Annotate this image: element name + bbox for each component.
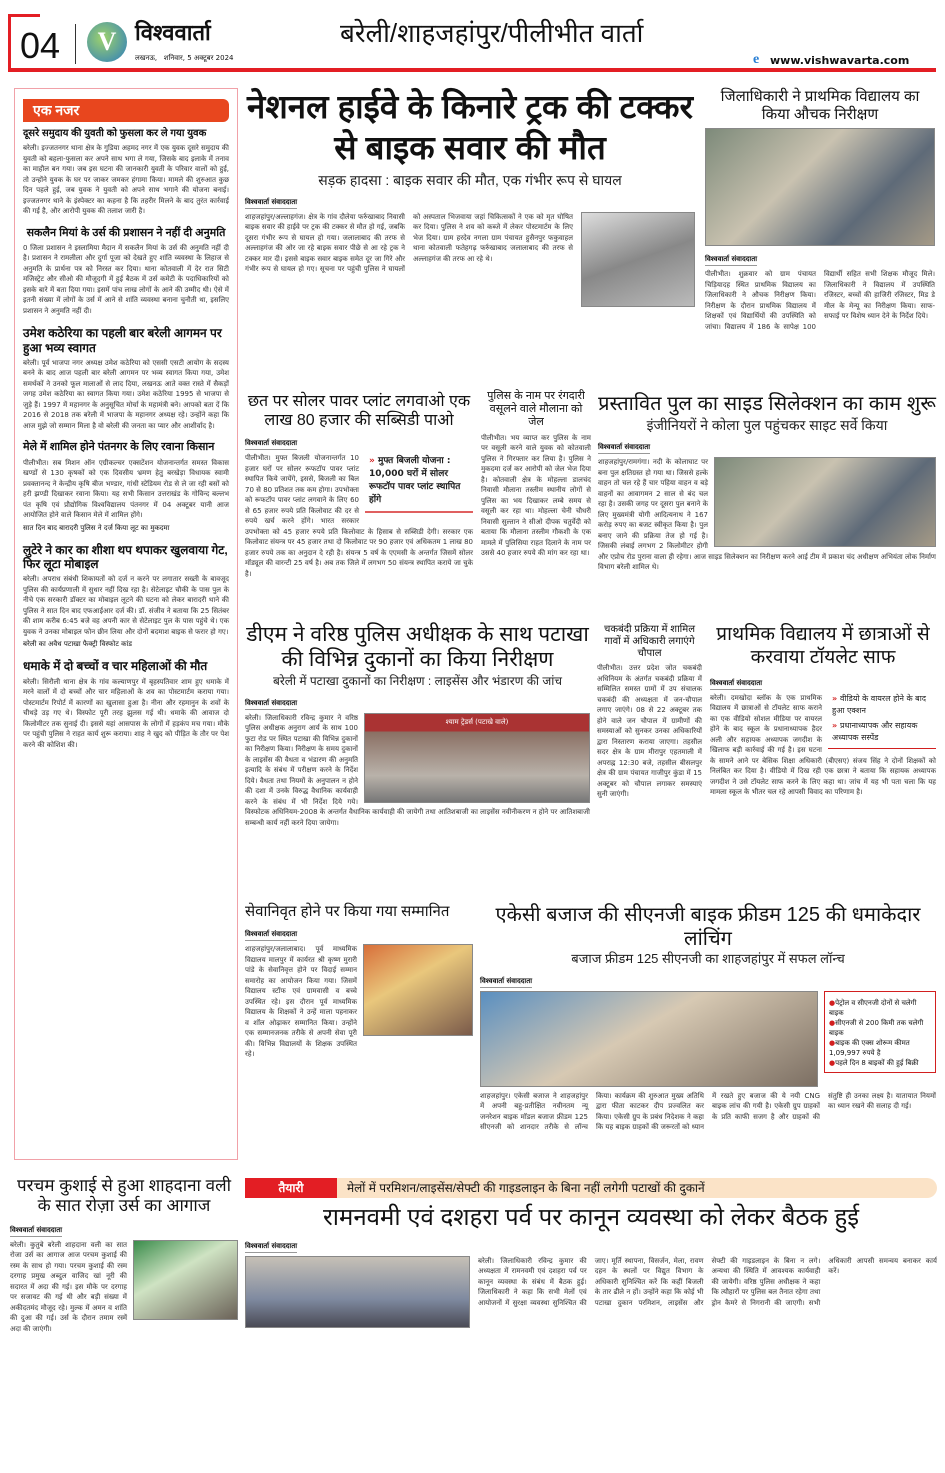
urs-story xyxy=(10,1176,238,1334)
solar-headline: छत पर सोलर पावर प्लांट लगवाओ एक लाख 80 हजार की सब्सिडी पाओ xyxy=(247,393,471,430)
bajaj-headline: एकेसी बजाज की सीएनजी बाइक फ्रीडम 125 की धमाकेदार लांचिंग xyxy=(495,904,921,950)
bridge-survey-photo xyxy=(714,457,936,547)
fact-item: ●सीएनजी से 200 किमी तक चलेगी बाइक xyxy=(829,1018,924,1037)
retire-story xyxy=(245,903,473,1060)
sidebar-article: दूसरे समुदाय की युवती को फुसला कर ले गया युवक बरेली। इज्जतनगर थाना क्षेत्र के गुडिया अहमद नगर में एक युवक दूसरे समुदाय की युवती को बहला-फुसला कर अपने साथ भगा ले गया, जिसके बाद इलाके में तनाव का माहौल बन गया। जब इस घटना की जानकारी युवती के परिवार वालों को हुई, तो उन्होंने युवक के घर पर जाकर जमकर हंगामा किया। मामले की शुरुआत कुछ दिन पहले हुई, जब युवक ने युवती को अपने साथ भगाने की योजना बनाई। इज्जतनगर थाने के इंस्पेक्टर का कहना है कि तहरीर मिलने के बाद तुरंत कार्रवाई की गई है, और आरोपी युवक की तलाश जारी है। xyxy=(23,128,229,215)
dm-school-headline: जिलाधिकारी ने प्राथमिक विद्यालय का किया औचक निरीक्षण xyxy=(720,88,920,123)
ticker-text: मेलों में परमिशन/लाइसेंस/सेफ्टी की गाइडलाइन के बिना नहीं लगेगी पटाखों की दुकानें xyxy=(347,1181,705,1195)
quote-marker-icon: » xyxy=(369,456,378,467)
byline: विश्ववार्ता संवाददाता xyxy=(480,977,532,988)
meeting-headline: रामनवमी एवं दशहरा पर्व पर कानून व्यवस्था को लेकर बैठक हुई xyxy=(322,1204,860,1231)
bullet-dot-icon: ● xyxy=(829,1018,836,1027)
meeting-story xyxy=(245,1204,937,1328)
byline: विश्ववार्ता संवाददाता xyxy=(710,679,762,690)
toilet-headline: प्राथमिक विद्यालय में छात्राओं से करवाया टॉयलेट साफ xyxy=(716,624,930,668)
bullet-dot-icon: ● xyxy=(829,1038,836,1047)
quote-marker-icon: » xyxy=(832,693,840,703)
firecracker-shop-photo xyxy=(364,713,590,803)
byline: विश्ववार्ता संवाददाता xyxy=(245,439,297,450)
sidebar-article: लुटेरे ने कार का शीशा थप थपाकर खुलवाया गेट, फिर लूटा मोबाइल बरेली। अपराध संबंधी शिकायतों को दर्ज न करने पर लगातार सख्ती के बावजूद पुलिस की कार्यप्रणाली में सुधार नहीं दिख रहा है। सेटेलाइट चौकी के पास पुल के नीचे एक सरकारी डॉक्टर का मोबाइल लूटने की घटना को लेकर बारादरी थाने की पुलिस ने सात दिन बाद एफआईआर दर्ज की। डॉ. संजीव ने बताया कि 25 सितंबर की शाम करीब 6:45 बजे वह अपनी कार से सेटेलाइट पुल के पास पहुंचे थे। एक युवक ने उनका मोबाइल फोन छीन लिया और दोनों बदमाश बाइक से फरार हो गए। बरेली का अवैध पटाखा फैक्ट्री विस्फोट कांड xyxy=(23,542,229,649)
retirement-ceremony-photo xyxy=(363,944,473,1036)
ek-nazar-sidebar xyxy=(14,88,238,1160)
dm-inspection-photo xyxy=(705,128,935,246)
brand-logo-icon: V xyxy=(87,22,127,62)
sidebar-article: धमाके में दो बच्चों व चार महिलाओं की मौत बरेली। सिरौली थाना क्षेत्र के गांव कल्याणपुर में बृहस्पतिवार शाम हुए धमाके में मरने वालों में दो बच्चों और चार महिलाओं के शव का पोस्टमार्टम कराया गया। पोस्टमार्टम रिपोर्ट में कारणों का खुलासा हुआ है। नीना और रहमानुन के शवों के चीथड़े उड़ गए थे। विस्फोट पूरी तरह झुलस गई थी। धमाके की आवाज दो किलोमीटर तक सुनाई दी। इससे यहां आसपास के लोगों में हड़कंप मच गया। मौके पर पहुंची पुलिस ने राहत कार्य शुरू कराया। शाह ने खुद को पीड़ित के तौर पर पेश करने की कोशिश की। xyxy=(23,659,229,749)
bullet-dot-icon: ● xyxy=(829,1058,836,1067)
toilet-bullets xyxy=(828,693,936,749)
fact-item: ●पहले दिन 8 बाइकों की हुई बिक्री xyxy=(829,1058,919,1067)
byline: विश्ववार्ता संवाददाता xyxy=(245,930,297,941)
section-title: बरेली/शाहजहांपुर/पीलीभीत वार्ता xyxy=(340,18,644,48)
bridge-subhead: इंजीनियरों ने कोला पुल पहुंचकर साइट सर्वे किया xyxy=(646,417,888,433)
police-story xyxy=(481,390,591,559)
dateline: लखनऊ, शनिवार, 5 अक्टूबर 2024 xyxy=(135,54,234,62)
solar-pullquote: » मुफ्त बिजली योजना : 10,000 घरों में सोलर रूफटॉप पावर प्लांट स्थापित होंगे xyxy=(365,453,473,513)
byline: विश्ववार्ता संवाददाता xyxy=(245,1242,297,1253)
chakbandi-headline: चकबंदी प्रक्रिया में शामिल गावों में अधिकारी लगाएंगे चौपाल xyxy=(603,624,696,659)
sidebar-label: एक नजर xyxy=(23,99,229,122)
bridge-story xyxy=(598,392,936,573)
meeting-photo xyxy=(245,1256,470,1328)
bajaj-article: शाहजहांपुर। एकेसी बजाज ने शाहजहांपुर में अपनी बहु-प्रतीक्षित नवीनतम न्यू जनरेशन बाइक मॉडल बजाज फ्रीडम 125 सीएनजी को शानदार तरीके से लॉन्च किया। कार्यक्रम की शुरुआत मुख्य अतिथि द्वारा फीता काटकर दीप प्रज्वलित कर किया। एकेसी ग्रुप के प्रबंध निदेशक ने कहा कि यह बाइक ग्राहकों की जरूरतों को ध्यान में रखते हुए बजाज की ये नयी CNG बाइक लांच की गयी है। एकेसी ग्रुप ग्राहकों के प्रति काफी सजग है और ग्राहकों की संतुष्टि ही उनका लक्ष्य है। यातायात नियमों का ध्यान रखने की सलाह दी गई। xyxy=(480,1091,936,1132)
ticker-bar xyxy=(245,1178,937,1198)
byline: विश्ववार्ता संवाददाता xyxy=(705,255,757,266)
urs-article: बरेली। कुतुबे बरेली शाहदाना वली का सात रोजा उर्स का आगाज आज परचम कुशाई की रस्म के साथ हो गया। परचम कुशाई की रस्म दरगाह प्रमुख अब्दुल वाजिद खां नूरी की सदारत में अदा की गई। इस मौके पर दरगाह पर सजावट की गई थी और बड़ी संख्या में अकीदतमंद मौजूद रहे। मुल्क में अमन व शांति की दुआ की गई। उर्स के दौरान तमाम रस्में अदा की जाएंगी। xyxy=(10,1240,127,1333)
quote-marker-icon: » xyxy=(832,720,840,730)
chakbandi-story xyxy=(597,624,702,800)
shop-sign: श्याम ट्रेडर्स (पटाखे वाले) xyxy=(445,717,509,726)
fact-item: ●बाइक की एक्स शोरूम कीमत 1,09,997 रुपये है xyxy=(829,1038,910,1057)
dm-school-story xyxy=(705,88,935,332)
bajaj-subhead: बजाज फ्रीडम 125 सीएनजी का शाहजहांपुर में सफल लॉन्च xyxy=(571,951,845,966)
sidebar-kicker: सात दिन बाद बारादरी पुलिस ने दर्ज किया लूट का मुकदमा xyxy=(23,523,170,532)
chakbandi-article: पीलीभीत। उत्तर प्रदेश जोत चकबंदी अधिनियम के अंतर्गत चकबंदी प्रक्रिया में सम्मिलित समस्त ग्रामों में उप संचालक चकबंदी की अध्यक्षता में जन-चौपाल लगाए जाएंगे। 08 से 22 अक्टूबर तक होने वाले जन चौपाल में ग्रामीणों की समस्याओं को सुनकर उनका अधिकारियों द्वारा निस्तारण कराया जाएगा। तहसील सदर क्षेत्र के ग्राम मीरापुर एहतमाली में अपराह्न 12:30 बजे, तहसील बीसलपुर क्षेत्र की ग्राम पंचायत गाजीपुर कुंडा में 15 अक्टूबर को चौपाल लगाकर समस्याएं सुनी जाएंगी। xyxy=(597,664,702,798)
firecracker-article: बरेली। जिलाधिकारी रविन्द्र कुमार ने वरिष्ठ पुलिस अधीक्षक अनुराग आर्य के साथ 100 फुटा रोड पर स्थित पटाखा की विभिन्न दुकानों का निरीक्षण किया। निरीक्षण के समय दुकानों के लाइसेंस की वैधता व भंडारण की अनुमति इत्यादि के संबंध में परीक्षण करने के निर्देश दिये। वैधता तथा नियमों के अनुपालन न होने की दशा में उनके विरुद्ध वैधानिक कार्यवाही करने के संबंध में भी निर्देश दिये गये। विस्फोटक अधिनियम-2008 के अन्तर्गत वैधानिक कार्यवाही की जायेगी तथा आतिशबाजी का लाइसेंस नवीनीकरण न होने पर आतिशबाजी सम्बन्धी कार्य नहीं करने दिया जायेगा। xyxy=(245,713,590,827)
browser-icon: e xyxy=(753,52,760,67)
fact-item: ●पेट्रोल व सीएनजी दोनों से चलेगी बाइक xyxy=(829,998,917,1017)
sidebar-article: सकलैन मियां के उर्स की प्रशासन ने नहीं दी अनुमति 0 जिला प्रशासन ने इस्लामिया मैदान में सकलैन मियां के उर्स की अनुमति नहीं दी है। प्रशासन ने रामलीला और दुर्गा पूजा को देखते हुए शांति व्यवस्था के लिहाज से अनुमति के प्रार्थना पत्र को निरस्त कर दिया। थाना कोतवाली में देर रात सिटी मजिस्ट्रेट और सीओ की मौजूदगी में हुई बैठक में उर्स कमेटी के पदाधिकारियों को इसके बारे में बता दिया गया। इसमें पांच लाख लोगों के आने की उम्मीद थी। ऐसे में इतनी संख्या में लोगों के उर्स में आने से शांति व्यवस्था बनाना चुनौती था, इसलिए प्रशासन ने अनुमति नहीं दी। xyxy=(23,226,229,315)
sidebar-kicker: बरेली का अवैध पटाखा फैक्ट्री विस्फोट कांड xyxy=(23,640,133,649)
police-headline: पुलिस के नाम पर रंगदारी वसूलने वाले मौलाना को जेल xyxy=(487,390,585,429)
firecracker-subhead: बरेली में पटाखा दुकानों का निरीक्षण : लाइसेंस और भंडारण की जांच xyxy=(273,674,562,689)
solar-story xyxy=(245,392,473,579)
lead-article: शाहजहांपुर/अल्लाहगंज। क्षेत्र के गांव दौलेया फर्रुखाबाद निवासी बाइक सवार की हाईवे पर ट्रक की टक्कर से मौत हो गई, जबकि दूसरा गंभीर रूप से घायल हो गया। जलालाबाद की तरफ से अल्लाहगंज की ओर जा रहे बाइक सवार पीछे से आ रहे ट्रक ने टक्कर मार दी। इससे बाइक सवार बाइक समेत दूर जा गिरे और गंभीर रूप से घायल हो गए। सूचना पर पहुंची पुलिस ने घायलों को अस्पताल भिजवाया जहां चिकित्सकों ने एक को मृत घोषित कर दिया। पुलिस ने शव को कब्जे में लेकर पोस्टमार्टम के लिए भेज दिया। ग्राम हरदेव नगला ग्राम पंचायत हुसैनपुर फकुवाहल थाना कोतवाली फतेहगढ़ फर्रुखाबाद जलालाबाद की तरफ से अल्लाहगंज की तरफ आ रहे थे। xyxy=(245,212,573,274)
bullet-item: » प्रधानाध्यापक और सहायक अध्यापक सस्पेंड xyxy=(832,720,918,742)
bajaj-story xyxy=(480,903,936,1133)
police-article: पीलीभीत। भय व्याप्त कर पुलिस के नाम पर वसूली करने वाले युवक को कोतवाली पुलिस ने गिरफ्तार कर लिया है। पुलिस ने मुकदमा दर्ज कर आरोपी को जेल भेज दिया है। कोतवाली क्षेत्र के मोहल्ला डालचंद निवासी मौलाना तस्लीम स्थानीय लोगों से पुलिस का भय दिखाकर लम्बे समय से वसूली कर रहा था। मोहल्ला चेनी चौधरी निवासी सुल्तान ने सीओ दीपक चतुर्वेदी को बताया कि मौलाना तस्लीम गौकशी के एक मामले में पुलिसिया राहत दिलाने के नाम पर उससे 40 हजार रुपये की मांग कर रहा था। xyxy=(481,433,591,558)
urs-headline: परचम कुशाई से हुआ शाहदाना वली के सात रोज़ा उर्स का आगाज xyxy=(16,1176,232,1216)
sidebar-article: उमेश कठेरिया का पहली बार बरेली आगमन पर हुआ भव्य स्वागत बरेली। पूर्व भाजपा नगर अध्यक्ष उमेश कठेरिया को एससी एसटी आयोग के सदस्य बनने के बाद आज पहली बार बरेली आगमन पर भव्य स्वागत किया गया, उमेश समर्थकों ने उनको फूल मालाओं से लाद दिया, लखनऊ आते वक्त रास्ते में सैकड़ों जगह उमेश कठेरिया का स्वागत किया गया। उमेश कठेरिया 1995 से भाजपा से जुड़े हैं। 1997 में महानगर के अनुसूचित मोर्चा के महामंत्री बने। आपको बता दें कि 2016 से 2018 तक बरेली में भाजपा के महानगर अध्यक्ष रहे। उन्होंने कहा कि आज मुझे जो सम्मान मिला है वो बरेली की जनता का प्यार और आशीर्वाद है। xyxy=(23,326,229,430)
solar-article: पीलीभीत। मुफ्त बिजली योजनान्तर्गत 10 हजार घरों पर सोलर रूफटॉप पावर प्लांट स्थापित किये जायेंगे, इससे, बिजली का बिल 70 से 80 प्रतिशत तक कम होगा। उपभोक्ता को रूफटॉप पावर प्लांट लगवाने के लिए 60 से 65 हजार रुपये प्रति किलोवाट की दर से रुपये खर्च करने होंगे। भारत सरकार उपभोक्ता को 45 हजार रुपये प्रति किलोवाट के हिसाब से सब्सिडी देगी। सरकार एक किलोवाट संयन्त्र पर 45 हजार तथा दो किलोवाट पर 90 हजार एवं अधिकतम 1 लाख 80 हजार रुपये तक का अनुदान दे रही है। संयन्त्र 5 वर्ष के एएमसी के अन्तर्गत जिसमें सोलर मॉड्यूल की वारन्टी 25 वर्ष है। अब तक जिले में लगभग 50 संयन्त्र स्थापित कराये जा चुके है। xyxy=(245,454,473,578)
dm-school-article: पीलीभीत। शुक्रवार को ग्राम पंचायत चिड़ियादह स्थित प्राथमिक विद्यालय का जिलाधिकारी ने औचक निरीक्षण किया। निरीक्षण के दौरान प्राथमिक विद्यालय में शिक्षकों एवं विद्यार्थियों की उपस्थिति को जांचा। विद्यालय में 186 के सापेक्ष 100 विद्यार्थी सहित सभी शिक्षक मौजूद मिले। जिलाधिकारी ने विद्यालय में उपस्थिति रजिस्टर, बच्चों की हाजिरी रजिस्टर, मिड डे मील के मेन्यू का निरीक्षण किया। साफ-सफाई पर विशेष ध्यान देने के निर्देश दिये। xyxy=(705,270,935,331)
firecracker-story xyxy=(245,622,590,828)
lead-story xyxy=(245,86,695,307)
lead-subhead: सड़क हादसा : बाइक सवार की मौत, एक गंभीर रूप से घायल xyxy=(318,171,622,188)
byline: विश्ववार्ता संवाददाता xyxy=(598,443,650,454)
accident-truck-photo xyxy=(581,212,695,307)
bajaj-launch-photo xyxy=(480,991,818,1087)
bridge-article: शाहजहांपुर/रामगंगा। नदी के कोलाघाट पर बना पुल क्षतिग्रस्त हो गया था। जिससे हल्के वाहन तो चल रहे हैं चार पहिया वाहन व बड़े वाहनों का आवागमन 2 साल से बंद चल रहा है। उसकी जगह पर दूसरा पुल बनाने के लिए मुख्यमंत्री योगी आदित्यनाथ ने 167 करोड़ रुपए का बजट स्वीकृत किया है। पुल बनाए जाने की प्रक्रिया तेज हो गई है। जिसकी लंबाई लगभग 2 किलोमीटर होगी और एप्रोच रोड पुराना वाला ही रहेगा। आज साइड सिलेक्शन का निरीक्षण करने आई टीम में प्रकाश चंद अधीक्षण अभियंता लोक निर्माण विभाग बरेली शामिल थे। xyxy=(598,458,936,572)
bullet-dot-icon: ● xyxy=(829,998,836,1007)
bullet-item: » वीडियो के वायरल होने के बाद हुआ एक्शन xyxy=(832,693,927,715)
byline: विश्ववार्ता संवाददाता xyxy=(245,699,297,710)
byline: विश्ववार्ता संवाददाता xyxy=(245,198,297,209)
bajaj-facts-box xyxy=(824,991,936,1073)
brand-name: विश्ववार्ता xyxy=(135,20,211,45)
firecracker-headline: डीएम ने वरिष्ठ पुलिस अधीक्षक के साथ पटाखा की विभिन्न दुकानों का किया निरीक्षण xyxy=(246,623,589,672)
ticker-tag: तैयारी xyxy=(245,1178,337,1198)
sidebar-article: मेले में शामिल होने पंतनगर के लिए रवाना किसान पीलीभीत। सब मिशन ऑन एग्रीकल्चर एक्सटेंशन योजनान्तर्गत समस्त विकास खण्डों से 130 कृषकों को एक दिवसीय भ्रमण हेतु बरखेड़ा विधायक स्वामी प्रवक्तानन्द ने केन्द्रीय कृषि बीज भण्डार, गांधी स्टेडियम रोड से ले जा रही बसों को हरी झण्डी दिखाकर रवाना किया। यह सभी किसान उत्तराखंड के गोविन्द बल्लभ पंत कृषि एवं प्रौद्योगिक विश्वविद्यालय पंतनगर में 04 अक्टूबर यानी आज आयोजित होने वाले किसान मेले में शामिल होंगे। सात दिन बाद बारादरी पुलिस ने दर्ज किया लूट का मुकदमा xyxy=(23,441,229,532)
website-link[interactable]: www.vishwavarta.com xyxy=(770,54,910,67)
meeting-article: बरेली। जिलाधिकारी रविन्द्र कुमार की अध्यक्षता में रामनवमी एवं दशहरा पर्व पर कानून व्यवस्था के संबंध में बैठक हुई। जिलाधिकारी ने कहा कि सभी मेलों एवं आयोजनों में सुरक्षा व्यवस्था सुनिश्चित की जाए। मूर्ति स्थापना, विसर्जन, मेला, रावण दहन के स्थलों पर विद्युत विभाग के अधिकारी सुनिश्चित करें कि कहीं बिजली के तार ढीले न हों। उन्होंने कहा कि कोई भी पटाखा दुकान परमिशन, लाइसेंस और सेफ्टी की गाइडलाइन के बिना न लगे। अन्यथा की स्थिति में आवश्यक कार्यवाही की जायेगी। वरिष्ठ पुलिस अधीक्षक ने कहा कि त्यौहारों पर पुलिस बल तैनात रहेगा तथा ड्रोन कैमरे से निगरानी की जाएगी। सभी अधिकारी आपसी समन्वय बनाकर कार्य करें। xyxy=(478,1256,937,1307)
retire-article: शाहजहांपुर/जलालाबाद। पूर्व माध्यमिक विद्यालय मालपुर में कार्यरत श्री कृष्ण मुरारी पांडे के सेवानिवृत्त होने पर विदाई सम्मान समारोह का आयोजन किया गया। जिसमें विद्यालय स्टॉफ एवं ग्रामवासी व बच्चे उपस्थित रहे। इस दौरान पूर्व माध्यमिक विद्यालय के शिक्षकों ने उन्हें माला पहनाकर व शॉल ओढ़ाकर सम्मानित किया। उन्होंने एक सम्मानजनक तरीके से अपनी सेवा पूरी की। विभिन्न विद्यालयों के शिक्षक उपस्थित रहे। xyxy=(245,945,357,1058)
lead-headline: नेशनल हाईवे के किनारे ट्रक की टक्कर से बाइक सवार की मौत xyxy=(247,88,693,167)
byline: विश्ववार्ता संवाददाता xyxy=(10,1226,62,1237)
toilet-story xyxy=(710,624,936,798)
urs-flag-photo xyxy=(133,1240,238,1320)
retire-headline: सेवानिवृत होने पर किया गया सम्मानित xyxy=(245,903,450,920)
bridge-headline: प्रस्तावित पुल का साइड सिलेक्शन का काम शुरू xyxy=(598,393,936,415)
page-number: 04 xyxy=(20,25,61,66)
toilet-article: बरेली। दमखोदा ब्लॉक के एक प्राथमिक विद्यालय में छात्राओं से टॉयलेट साफ कराने का एक वीडियो सोशल मीडिया पर वायरल होने के बाद स्कूल के प्रधानाध्यापक हैदर अली और सहायक अध्यापक जगदीश के खिलाफ बड़ी कार्रवाई की गई है। इस घटना के सामने आने पर बेसिक शिक्षा अधिकारी (बीएसए) संजय सिंह ने दोनों शिक्षकों को निलंबित कर दिया है। वीडियो में दिख रही एक छात्रा ने बताया कि सहायक अध्यापक जगदीश ने उसे टॉयलेट साफ करने के लिए कहा था। जांच में यह भी पता चला कि यह मामला स्कूल के भीतर चल रहे आपसी विवाद का परिणाम है। xyxy=(710,693,936,797)
